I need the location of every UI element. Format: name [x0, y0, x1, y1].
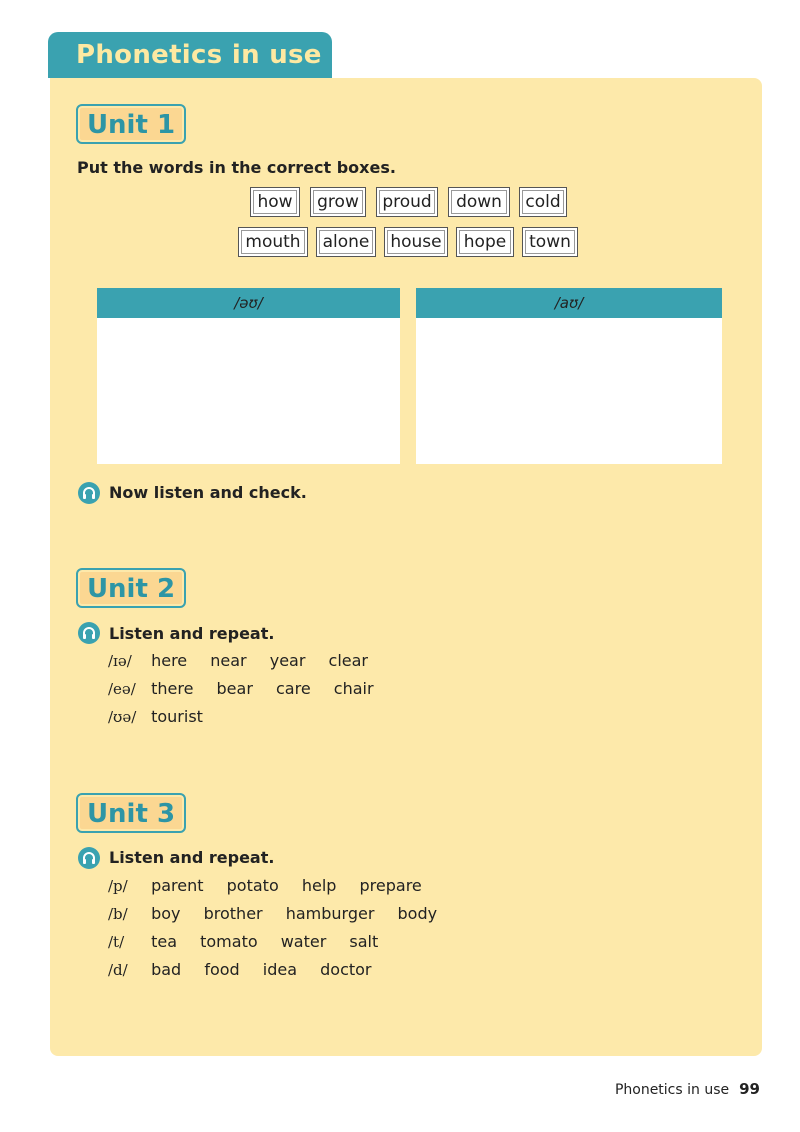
headphones-icon [78, 847, 100, 869]
phoneme: /ʊə/ [108, 708, 137, 726]
word-box: down [448, 187, 510, 217]
word: parent [151, 876, 204, 895]
phoneme-row [108, 960, 390, 979]
word: tea [151, 932, 178, 951]
phoneme-row [108, 876, 440, 895]
phoneme-row [108, 904, 455, 923]
word-box: house [384, 227, 448, 257]
word: bad [151, 960, 182, 979]
word-box: town [522, 227, 578, 257]
word: food [204, 960, 240, 979]
word: year [269, 651, 306, 670]
word: boy [151, 904, 181, 923]
word-box: mouth [238, 227, 308, 257]
word: there [151, 679, 194, 698]
word-box: alone [316, 227, 376, 257]
phoneme: /eə/ [108, 680, 136, 698]
column-header: /aʊ/ [416, 288, 722, 318]
unit-3-instruction: Listen and repeat. [109, 848, 275, 867]
listen-check-label: Now listen and check. [109, 483, 307, 502]
word: potato [226, 876, 279, 895]
sound-column-au [416, 288, 722, 464]
phoneme-row [108, 932, 396, 951]
sound-column-ou [97, 288, 400, 464]
unit-1-instruction: Put the words in the correct boxes. [77, 158, 396, 177]
column-header: /əʊ/ [97, 288, 400, 318]
unit-2-instruction: Listen and repeat. [109, 624, 275, 643]
phoneme-row [108, 651, 386, 670]
phoneme: /d/ [108, 961, 128, 979]
phoneme-row [108, 679, 392, 698]
page-footer [615, 1080, 760, 1098]
word: body [397, 904, 438, 923]
phoneme: /t/ [108, 933, 125, 951]
phoneme-row [108, 707, 221, 726]
word: hamburger [285, 904, 375, 923]
word-box: hope [456, 227, 514, 257]
word-box: cold [519, 187, 567, 217]
word: doctor [320, 960, 372, 979]
unit-3-badge: Unit 3 [76, 793, 186, 833]
word: water [280, 932, 327, 951]
phoneme: /ɪə/ [108, 652, 132, 670]
word: bear [216, 679, 253, 698]
word: chair [333, 679, 374, 698]
word: near [210, 651, 247, 670]
word: tourist [151, 707, 203, 726]
word-box: grow [310, 187, 366, 217]
word-box: how [250, 187, 300, 217]
unit-2-badge: Unit 2 [76, 568, 186, 608]
word: idea [262, 960, 298, 979]
word: care [276, 679, 311, 698]
word: tomato [200, 932, 258, 951]
word: brother [203, 904, 263, 923]
phoneme: /b/ [108, 905, 128, 923]
word-box: proud [376, 187, 438, 217]
unit-1-badge: Unit 1 [76, 104, 186, 144]
word: help [301, 876, 337, 895]
page-number: 99 [739, 1080, 760, 1098]
word: prepare [359, 876, 422, 895]
word: clear [328, 651, 368, 670]
word: salt [349, 932, 379, 951]
word: here [151, 651, 188, 670]
phoneme: /p/ [108, 877, 128, 895]
headphones-icon [78, 482, 100, 504]
headphones-icon [78, 622, 100, 644]
section-title: Phonetics in use [48, 32, 332, 78]
footer-label: Phonetics in use [614, 1082, 730, 1098]
